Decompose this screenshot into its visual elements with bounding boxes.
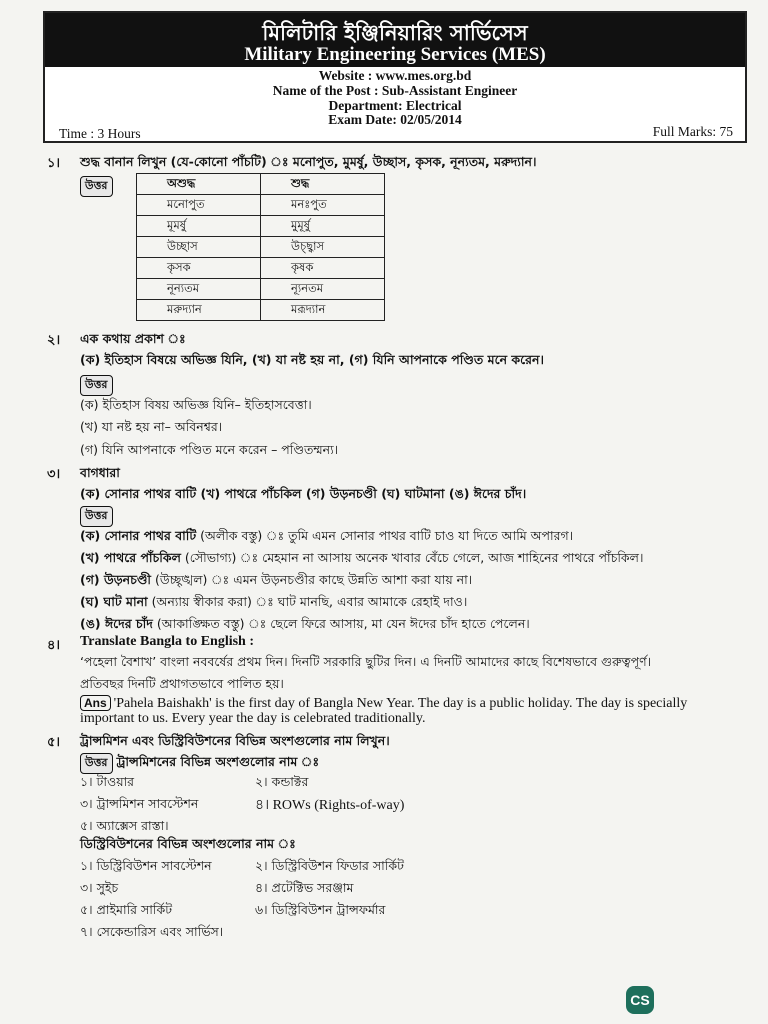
list-item: ৬। ডিস্ট্রিবিউশন ট্রান্সফর্মার	[255, 902, 386, 917]
department-line: Department: Electrical	[328, 98, 462, 113]
q3-answer-badge	[80, 506, 117, 527]
spelling-table	[136, 173, 385, 321]
list-item: ১। টাওয়ার	[80, 774, 135, 789]
table-row	[137, 237, 385, 258]
answer-badge: উত্তর	[80, 506, 113, 527]
idiom-meaning: (অন্যায় স্বীকার করা) ঃ ঘাট মানছি, এবার আমাকে রেহাই দাও।	[147, 594, 468, 609]
table-cell: উচ্ছ্বাস	[261, 237, 385, 258]
q3-answer	[80, 550, 643, 570]
table-row	[137, 300, 385, 321]
idiom-term: (খ) পাথরে পাঁচকিল	[80, 550, 181, 565]
list-item: ৭। সেকেন্ডারিস এবং সার্ভিস।	[80, 924, 224, 939]
list-item: ৪। প্রটেক্টিভ সরঞ্জাম	[255, 880, 354, 895]
q4-bangla-text: ‘পহেলা বৈশাখ’ বাংলা নববর্ষের প্রথম দিন। দিনটি সরকারি ছুটির দিন। এ দিনটি আমাদের কাছে বিশেষভাবে গুরুত্বপূর্ণ।	[80, 654, 652, 669]
idiom-meaning: (সৌভাগ্য) ঃ মেহমান না আসায় অনেক খাবার বেঁচে গেলে, আজ শাহিনের পাথরে পাঁচকিল।	[180, 550, 644, 565]
camscanner-logo-icon: CS	[626, 986, 654, 1014]
table-cell: ন্যূনতম	[261, 279, 385, 300]
title-english: Military Engineering Services (MES)	[244, 44, 546, 65]
q4-answer	[80, 695, 687, 712]
ans-badge: Ans	[80, 695, 111, 711]
table-cell: নূন্যতম	[137, 279, 261, 300]
q1-number: ১।	[47, 156, 61, 171]
table-cell: উচ্ছাস	[137, 237, 261, 258]
q3-answer	[80, 572, 472, 592]
q2-question: (ক) ইতিহাস বিষয়ে অভিজ্ঞ যিনি, (খ) যা নষ্ট হয় না, (গ) যিনি আপনাকে পণ্ডিত মনে করেন।	[80, 352, 544, 367]
q5-question: ট্রান্সমিশন এবং ডিস্ট্রিবিউশনের বিভিন্ন অংশগুলোর নাম লিখুন।	[80, 733, 390, 748]
time-label: Time : 3 Hours	[59, 126, 141, 141]
list-item: ৪। ROWs (Rights-of-way)	[255, 798, 405, 813]
list-item: ৫। প্রাইমারি সার্কিট	[80, 902, 173, 917]
table-cell: মূমর্ষু	[137, 216, 261, 237]
list-item: ৩। ট্রান্সমিশন সাবস্টেশন	[80, 796, 199, 811]
q4-number: ৪।	[47, 638, 61, 653]
table-cell: মনঃপুত	[261, 195, 385, 216]
table-cell: কৃসক	[137, 258, 261, 279]
q3-heading: বাগধারা	[80, 465, 120, 480]
title-banner	[45, 13, 745, 67]
table-header: অশুদ্ধ	[137, 174, 261, 195]
list-item: ১। ডিস্ট্রিবিউশন সাবস্টেশন	[80, 858, 212, 873]
q2-answer: (ক) ইতিহাস বিষয় অভিজ্ঞ যিনি– ইতিহাসবেত্তা।	[80, 397, 312, 412]
table-cell: মরুদ্যান	[137, 300, 261, 321]
post-line: Name of the Post : Sub-Assistant Engineer	[272, 83, 518, 98]
table-cell: কৃষক	[261, 258, 385, 279]
q1-answer-badge	[80, 176, 117, 197]
q2-answer: (খ) যা নষ্ট হয় না– অবিনশ্বর।	[80, 419, 223, 434]
table-row	[137, 258, 385, 279]
table-header-row	[137, 174, 385, 195]
table-cell: মুমূর্ষু	[261, 216, 385, 237]
list-item: ২। ডিস্ট্রিবিউশন ফিডার সার্কিট	[255, 858, 404, 873]
idiom-term: (ঙ) ঈদের চাঁদ	[80, 616, 153, 631]
q2-answer: (গ) যিনি আপনাকে পণ্ডিত মনে করেন – পণ্ডিতম্মন্য।	[80, 442, 339, 457]
website-line: Website : www.mes.org.bd	[318, 68, 472, 83]
q3-number: ৩।	[47, 467, 61, 482]
q3-answer	[80, 528, 573, 548]
table-row	[137, 279, 385, 300]
q3-answer	[80, 616, 530, 636]
q5-number: ৫।	[47, 735, 61, 750]
idiom-meaning: (উচ্ছৃঙ্খল) ঃ এমন উড়নচণ্ডীর কাছে উন্নতি আশা করা যায় না।	[151, 572, 473, 587]
idiom-term: (গ) উড়নচণ্ডী	[80, 572, 152, 587]
answer-badge: উত্তর	[80, 176, 113, 197]
q5-dist-heading: ডিস্ট্রিবিউশনের বিভিন্ন অংশগুলোর নাম ঃ	[80, 836, 296, 851]
list-item: ৩। সুইচ	[80, 880, 119, 895]
table-header: শুদ্ধ	[261, 174, 385, 195]
q3-question: (ক) সোনার পাথর বাটি (খ) পাথরে পাঁচকিল (গ) উড়নচণ্ডী (ঘ) ঘাটমানা (ঙ) ঈদের চাঁদ।	[80, 486, 527, 501]
list-item: ২। কন্ডাক্টর	[255, 774, 309, 789]
full-marks-label: Full Marks: 75	[652, 124, 733, 139]
answer-badge: উত্তর	[80, 753, 113, 774]
q2-answer-badge	[80, 375, 117, 396]
title-bangla: মিলিটারি ইঞ্জিনিয়ারিং সার্ভিসেস	[262, 21, 528, 45]
q2-number: ২।	[47, 333, 61, 348]
q3-answer	[80, 594, 467, 614]
q2-heading: এক কথায় প্রকাশ ঃ	[80, 331, 186, 346]
answer-badge: উত্তর	[80, 375, 113, 396]
list-item: ৫। অ্যাক্সেস রাস্তা।	[80, 818, 169, 833]
q4-bangla-text: প্রতিবছর দিনটি প্রথাগতভাবে পালিত হয়।	[80, 676, 284, 691]
q4-answer-text: important to us. Every year the day is celebrated traditionally.	[80, 711, 426, 726]
table-row	[137, 216, 385, 237]
exam-date-line: Exam Date: 02/05/2014	[328, 112, 462, 127]
idiom-term: (ক) সোনার পাথর বাটি	[80, 528, 197, 543]
q5-trans-heading	[80, 753, 319, 774]
exam-header	[43, 11, 747, 143]
table-cell: মরূদ্যান	[261, 300, 385, 321]
idiom-meaning: (অলীক বস্তু) ঃ তুমি এমন সোনার পাথর বাটি চাও যা দিতে আমি অপারগ।	[196, 528, 574, 543]
q4-heading: Translate Bangla to English :	[80, 634, 254, 649]
trans-heading-text: ট্রান্সমিশনের বিভিন্ন অংশগুলোর নাম ঃ	[116, 754, 320, 769]
table-row	[137, 195, 385, 216]
idiom-term: (ঘ) ঘাট মানা	[80, 594, 148, 609]
table-cell: মনোপুত	[137, 195, 261, 216]
q1-question: শুদ্ধ বানান লিখুন (যে-কোনো পাঁচটি) ঃ মনোপুত, মুমর্ষু, উচ্ছাস, কৃসক, নূন্যতম, মরুদ্যান।	[80, 154, 537, 169]
q4-answer-text: 'Pahela Baishakh' is the first day of Bangla New Year. The day is a public holiday. The day is specially	[113, 696, 688, 711]
idiom-meaning: (আকাঙ্ক্ষিত বস্তু) ঃ ছেলে ফিরে আসায়, মা যেন ঈদের চাঁদ হাতে পেলেন।	[152, 616, 530, 631]
